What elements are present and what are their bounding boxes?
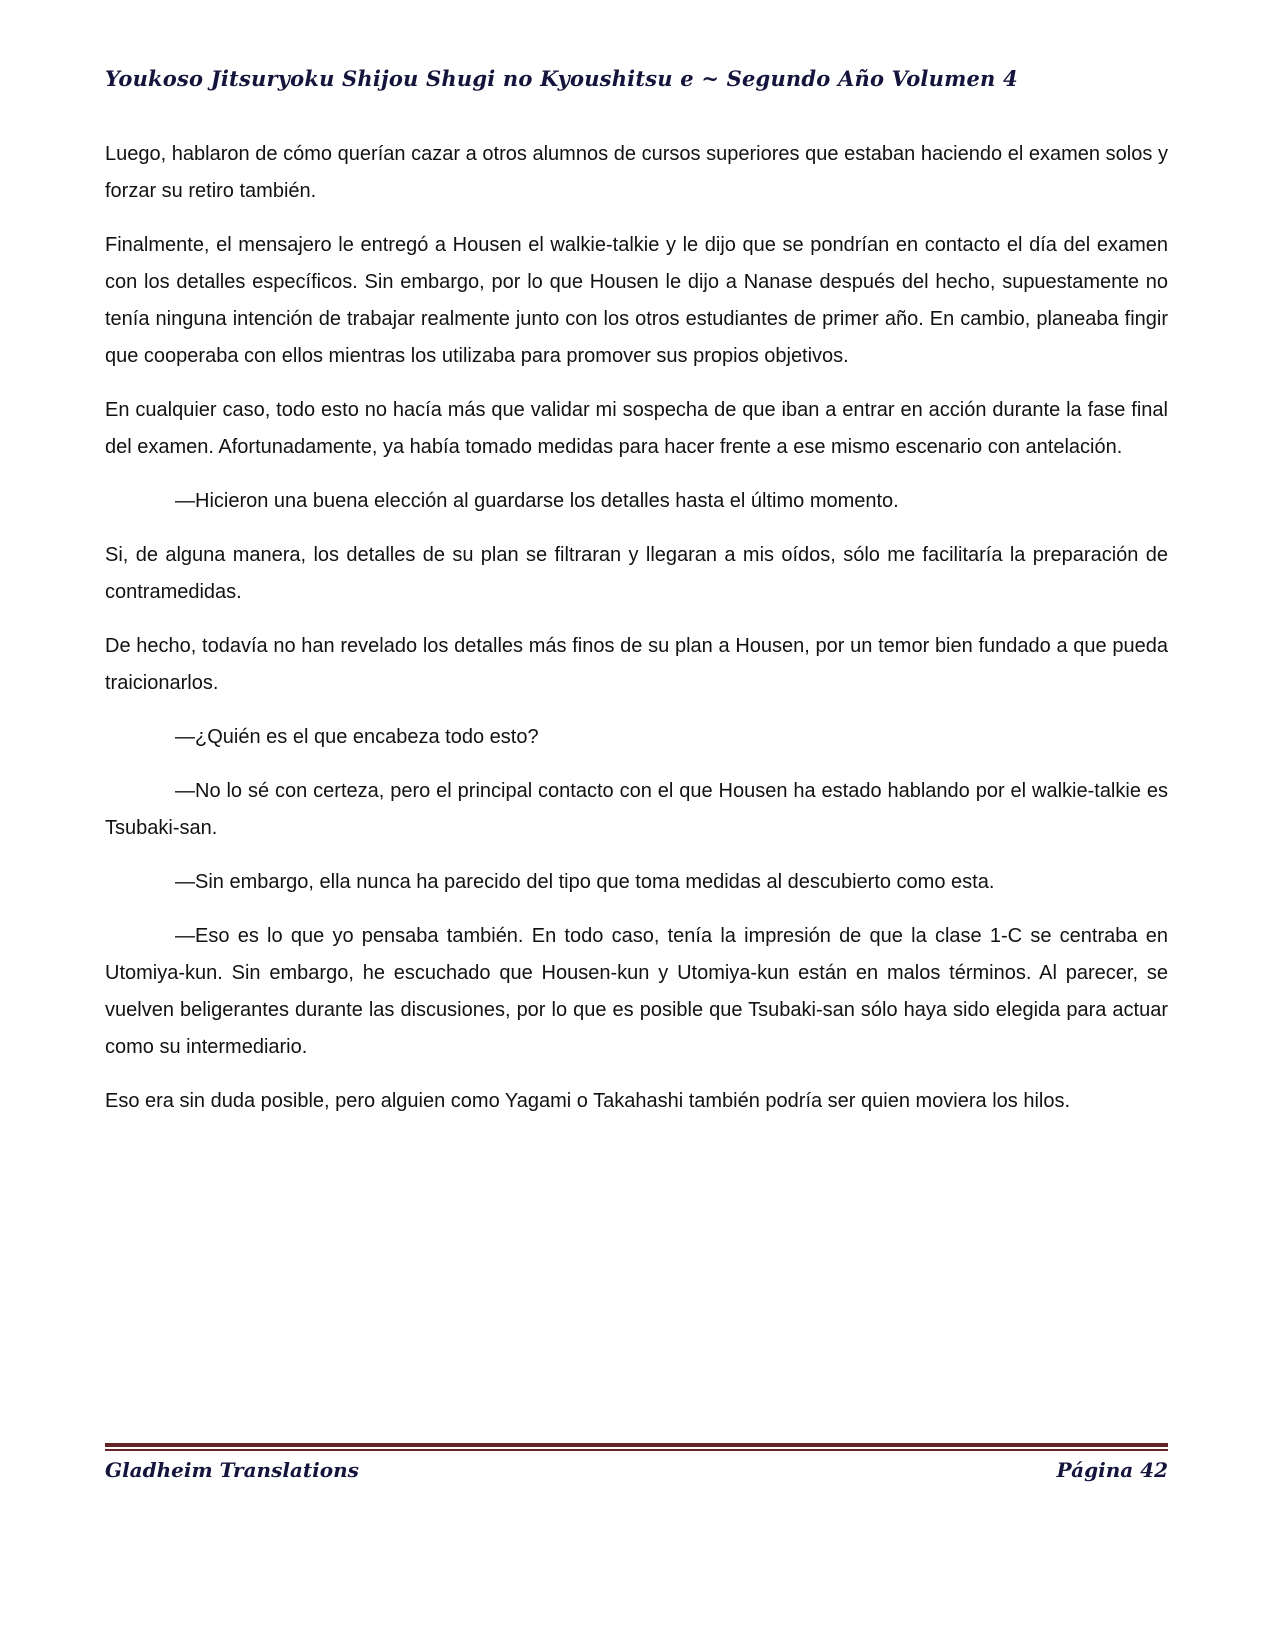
body-paragraph: De hecho, todavía no han revelado los detalles más finos de su plan a Housen, por un temor bien fundado a que pueda traicionarlos. xyxy=(105,635,1168,694)
body-paragraph: Finalmente, el mensajero le entregó a Housen el walkie-talkie y le dijo que se pondrían en contacto el día del examen con los detalles específicos. Sin embargo, por lo que Housen le dijo a Nanase después del hecho, supuestamente no tenía ninguna intención de trabajar realmente junto con los otros estudiantes de primer año. En cambio, planeaba fingir que cooperaba con ellos mientras los utilizaba para promover sus propios objetivos. xyxy=(105,234,1168,367)
page-footer xyxy=(105,1458,1168,1482)
body-paragraph: En cualquier caso, todo esto no hacía más que validar mi sospecha de que iban a entrar en acción durante la fase final del examen. Afortunadamente, ya había tomado medidas para hacer frente a ese mismo escenario con antelación. xyxy=(105,399,1168,458)
footer-divider-rule xyxy=(105,1443,1168,1451)
footer-translator-credit: Gladheim Translations xyxy=(105,1458,359,1482)
page-header-title: Youkoso Jitsuryoku Shijou Shugi no Kyoushitsu e ~ Segundo Año Volumen 4 xyxy=(105,66,1018,91)
document-body xyxy=(105,136,1168,1137)
dialogue-paragraph: —Eso es lo que yo pensaba también. En todo caso, tenía la impresión de que la clase 1-C se centraba en Utomiya-kun. Sin embargo, he escuchado que Housen-kun y Utomiya-kun están en malos términos. Al parecer, se vuelven beligerantes durante las discusiones, por lo que es posible que Tsubaki-san sólo haya sido elegida para actuar como su intermediario. xyxy=(105,925,1168,1058)
body-paragraph: Eso era sin duda posible, pero alguien como Yagami o Takahashi también podría ser quien moviera los hilos. xyxy=(105,1090,1071,1112)
footer-page-number: Página 42 xyxy=(1056,1458,1168,1482)
dialogue-paragraph: —No lo sé con certeza, pero el principal contacto con el que Housen ha estado hablando por el walkie-talkie es Tsubaki-san. xyxy=(105,780,1168,839)
dialogue-paragraph: —¿Quién es el que encabeza todo esto? xyxy=(175,726,539,748)
body-paragraph: Luego, hablaron de cómo querían cazar a otros alumnos de cursos superiores que estaban haciendo el examen solos y forzar su retiro también. xyxy=(105,143,1168,202)
body-paragraph: Si, de alguna manera, los detalles de su plan se filtraran y llegaran a mis oídos, sólo me facilitaría la preparación de contramedidas. xyxy=(105,544,1168,603)
dialogue-paragraph: —Hicieron una buena elección al guardarse los detalles hasta el último momento. xyxy=(175,490,899,512)
dialogue-paragraph: —Sin embargo, ella nunca ha parecido del tipo que toma medidas al descubierto como esta. xyxy=(175,871,995,893)
